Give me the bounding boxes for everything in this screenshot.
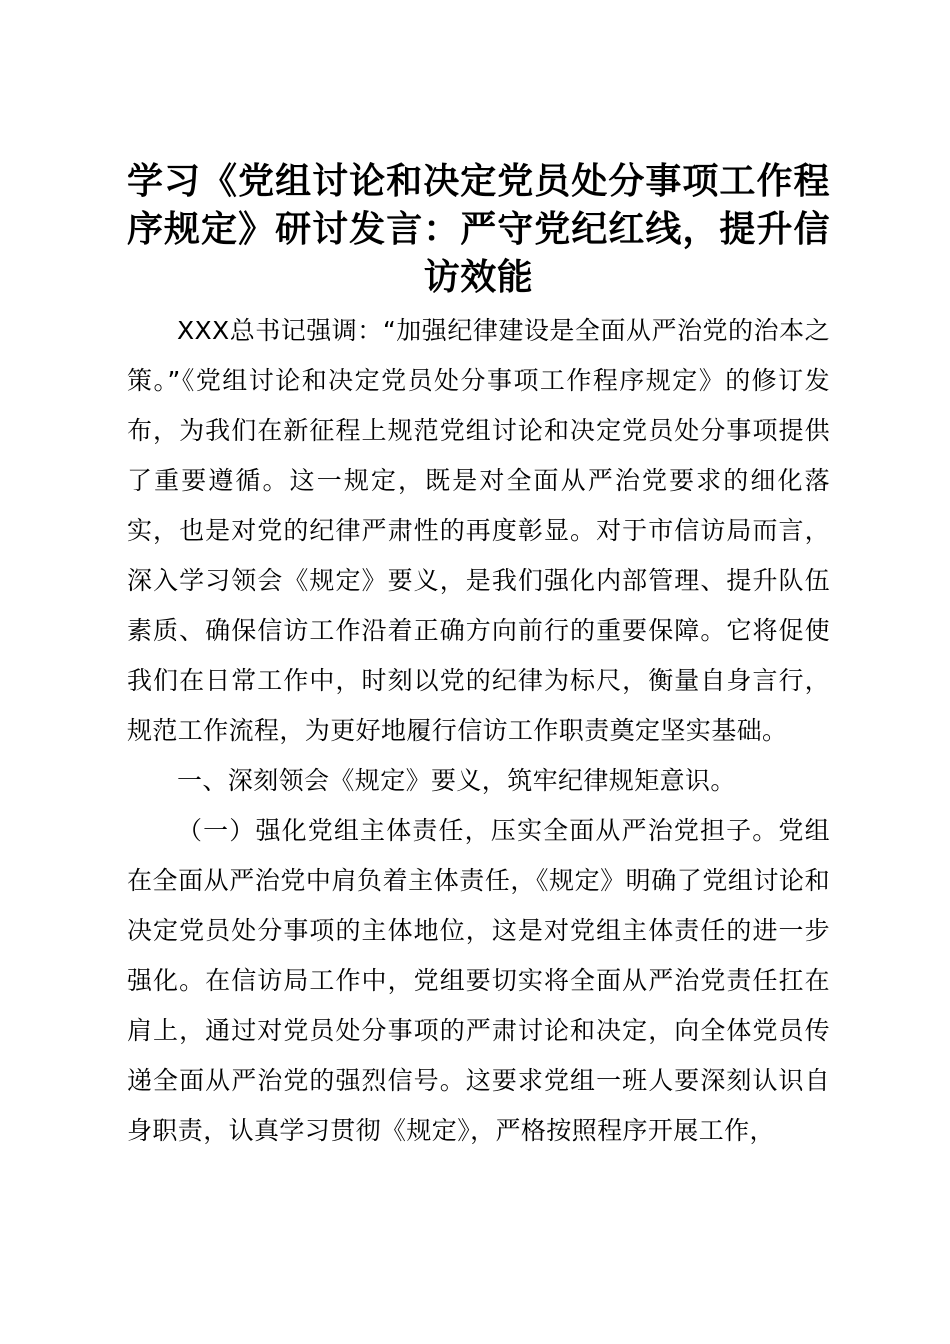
intro-paragraph: XXX总书记强调：“加强纪律建设是全面从严治党的治本之策。”《党组讨论和决定党员处分事项工作程序规定》的修订发布，为我们在新征程上规范党组讨论和决定党员处分事项提供了重要遵循。这一规定，既是对全面从严治党要求的细化落实，也是对党的纪律严肃性的再度彰显。对于市信访局而言，深入学习领会《规定》要义，是我们强化内部管理、提升队伍素质、确保信访工作沿着正确方向前行的重要保障。它将促使我们在日常工作中，时刻以党的纪律为标尺，衡量自身言行，规范工作流程，为更好地履行信访工作职责奠定坚实基础。 xyxy=(127,316,830,745)
section-heading-1: 一、深刻领会《规定》要义，筑牢纪律规矩意识。 xyxy=(177,766,736,795)
section-1-paragraph: （一）强化党组主体责任，压实全面从严治党担子。党组在全面从严治党中肩负着主体责任，《规定》明确了党组讨论和决定党员处分事项的主体地位，这是对党组主体责任的进一步强化。在信访局工作中，党组要切实将全面从严治党责任扛在肩上，通过对党员处分事项的严肃讨论和决定，向全体党员传递全面从严治党的强烈信号。这要求党组一班人要深刻认识自身职责，认真学习贯彻《规定》，严格按照程序开展工作， xyxy=(127,816,830,1145)
document-body xyxy=(127,158,830,1156)
document-title: 学习《党组讨论和决定党员处分事项工作程序规定》研讨发言：严守党纪红线，提升信访效能 xyxy=(127,161,830,298)
